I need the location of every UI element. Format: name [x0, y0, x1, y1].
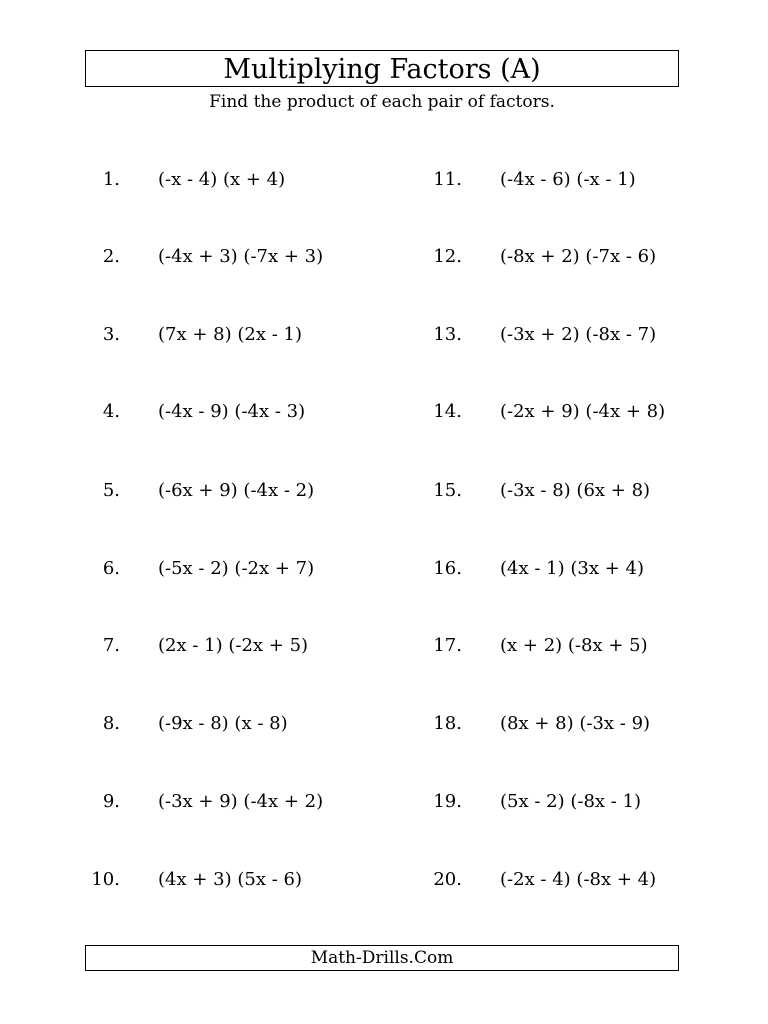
problem-number: 8. — [102, 713, 120, 734]
problem-expression: (-2x - 4) (-8x + 4) — [500, 869, 657, 890]
problem-expression: (8x + 8) (-3x - 9) — [500, 713, 651, 734]
problem-expression: (-5x - 2) (-2x + 7) — [158, 558, 315, 579]
problem-number: 11. — [433, 169, 462, 190]
worksheet-instructions: Find the product of each pair of factors. — [209, 92, 555, 112]
problem-number: 3. — [102, 324, 120, 345]
problem-expression: (-2x + 9) (-4x + 8) — [500, 401, 666, 422]
problem-number: 18. — [433, 713, 462, 734]
problem-expression: (-3x - 8) (6x + 8) — [500, 480, 651, 501]
problem-expression: (-4x - 9) (-4x - 3) — [158, 401, 306, 422]
problem-expression: (7x + 8) (2x - 1) — [158, 324, 302, 345]
problem-number: 16. — [433, 558, 462, 579]
problem-expression: (-3x + 9) (-4x + 2) — [158, 791, 324, 812]
problem-expression: (5x - 2) (-8x - 1) — [500, 791, 642, 812]
problem-expression: (2x - 1) (-2x + 5) — [158, 635, 309, 656]
problem-expression: (-3x + 2) (-8x - 7) — [500, 324, 657, 345]
problem-number: 1. — [102, 169, 120, 190]
problem-number: 20. — [433, 869, 462, 890]
problem-number: 10. — [91, 869, 120, 890]
problem-expression: (4x + 3) (5x - 6) — [158, 869, 302, 890]
problem-number: 12. — [433, 246, 462, 267]
problem-expression: (-x - 4) (x + 4) — [158, 169, 286, 190]
problem-number: 19. — [433, 791, 462, 812]
worksheet-footer: Math-Drills.Com — [85, 945, 679, 971]
problem-expression: (4x - 1) (3x + 4) — [500, 558, 644, 579]
problem-expression: (-6x + 9) (-4x - 2) — [158, 480, 315, 501]
problem-number: 14. — [433, 401, 462, 422]
problem-number: 7. — [102, 635, 120, 656]
problem-number: 5. — [102, 480, 120, 501]
problem-expression: (-4x - 6) (-x - 1) — [500, 169, 636, 190]
problem-number: 6. — [102, 558, 120, 579]
problem-expression: (-4x + 3) (-7x + 3) — [158, 246, 324, 267]
problem-number: 2. — [102, 246, 120, 267]
problem-number: 4. — [102, 401, 120, 422]
problem-number: 9. — [102, 791, 120, 812]
problem-expression: (-8x + 2) (-7x - 6) — [500, 246, 657, 267]
problem-expression: (-9x - 8) (x - 8) — [158, 713, 288, 734]
problem-expression: (x + 2) (-8x + 5) — [500, 635, 648, 656]
problem-number: 17. — [433, 635, 462, 656]
problem-number: 15. — [433, 480, 462, 501]
worksheet-title: Multiplying Factors (A) — [85, 50, 679, 87]
problem-number: 13. — [433, 324, 462, 345]
